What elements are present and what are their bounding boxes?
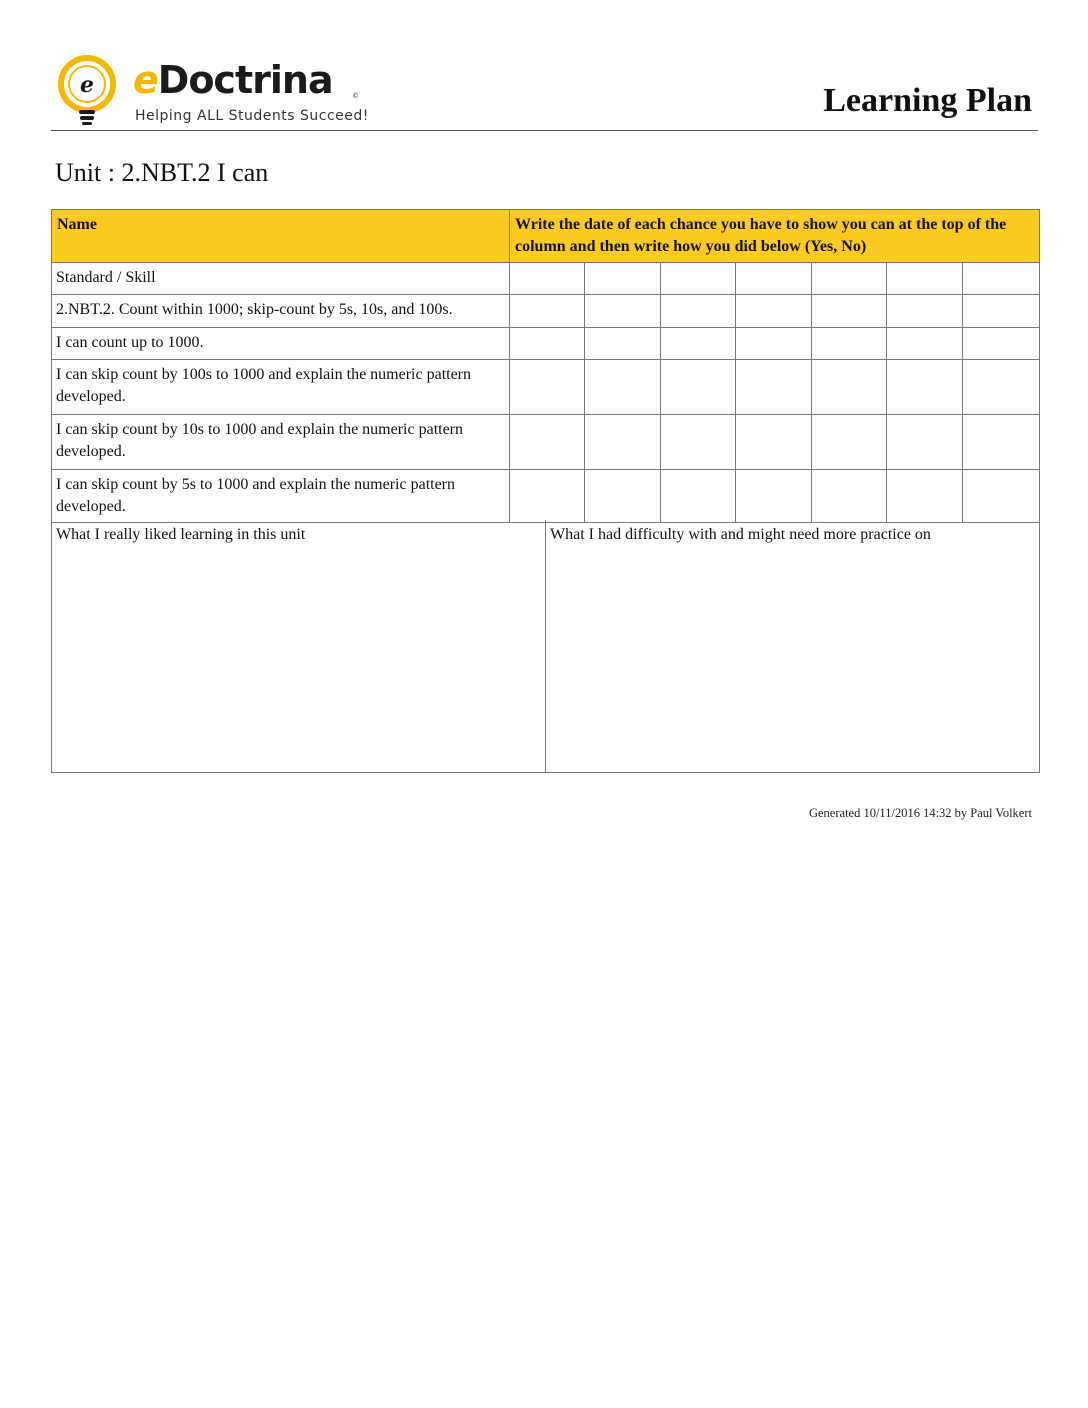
date-cell xyxy=(661,263,736,295)
result-cell xyxy=(585,295,661,328)
edoctrina-logo xyxy=(55,54,375,126)
result-cell xyxy=(963,295,1040,328)
result-cell xyxy=(736,470,812,523)
generated-footer: Generated 10/11/2016 14:32 by Paul Volkert xyxy=(808,806,1032,820)
date-cell xyxy=(812,263,887,295)
date-cell xyxy=(585,263,661,295)
result-cell xyxy=(887,470,963,523)
skill-cell: I can count up to 1000. xyxy=(52,328,510,360)
result-cell xyxy=(585,470,661,523)
header-name-cell: Name xyxy=(52,210,510,263)
result-cell xyxy=(887,415,963,470)
result-cell xyxy=(661,360,736,415)
result-cell xyxy=(661,415,736,470)
result-cell xyxy=(736,328,812,360)
result-cell xyxy=(510,295,585,328)
svg-text:e: e xyxy=(80,72,94,98)
result-cell xyxy=(963,328,1040,360)
brand-name xyxy=(133,58,333,102)
result-cell xyxy=(812,328,887,360)
skill-cell: I can skip count by 100s to 1000 and explain the numeric pattern developed. xyxy=(52,360,510,415)
result-cell xyxy=(963,470,1040,523)
unit-title: Unit : 2.NBT.2 I can xyxy=(55,158,269,187)
result-cell xyxy=(510,470,585,523)
date-cell xyxy=(887,263,963,295)
skill-cell: 2.NBT.2. Count within 1000; skip-count by 5s, 10s, and 100s. xyxy=(52,295,510,328)
result-cell xyxy=(661,295,736,328)
document-title: Learning Plan xyxy=(823,82,1032,119)
result-cell xyxy=(887,295,963,328)
table-row xyxy=(52,470,1040,523)
result-cell xyxy=(510,328,585,360)
result-cell xyxy=(963,360,1040,415)
date-cell xyxy=(963,263,1040,295)
result-cell xyxy=(887,328,963,360)
lightbulb-icon xyxy=(55,54,125,126)
brand-prefix: e xyxy=(133,58,158,102)
skill-cell: I can skip count by 10s to 1000 and explain the numeric pattern developed. xyxy=(52,415,510,470)
table-row xyxy=(52,360,1040,415)
header-instructions-cell: Write the date of each chance you have to show you can at the top of the column and then write how you did below (Yes, No) xyxy=(510,210,1040,263)
result-cell xyxy=(661,328,736,360)
date-cell xyxy=(736,263,812,295)
result-cell xyxy=(510,360,585,415)
trademark-mark: © xyxy=(352,92,359,100)
table-row xyxy=(52,415,1040,470)
table-header-row xyxy=(52,210,1040,263)
result-cell xyxy=(812,470,887,523)
date-cell xyxy=(510,263,585,295)
result-cell xyxy=(812,415,887,470)
result-cell xyxy=(585,360,661,415)
table-row xyxy=(52,295,1040,328)
brand-rest: Doctrina xyxy=(157,58,333,102)
result-cell xyxy=(963,415,1040,470)
result-cell xyxy=(812,295,887,328)
table-row xyxy=(52,328,1040,360)
result-cell xyxy=(510,415,585,470)
result-cell xyxy=(812,360,887,415)
reflection-section xyxy=(51,520,1040,773)
skill-cell: I can skip count by 5s to 1000 and explain the numeric pattern developed. xyxy=(52,470,510,523)
result-cell xyxy=(585,328,661,360)
liked-learning-box xyxy=(52,520,546,772)
page-header xyxy=(51,52,1038,131)
difficulty-box xyxy=(546,520,1039,772)
table-row xyxy=(52,263,1040,295)
result-cell xyxy=(585,415,661,470)
brand-tagline: Helping ALL Students Succeed! xyxy=(135,108,369,124)
learning-plan-table xyxy=(51,209,1040,523)
result-cell xyxy=(661,470,736,523)
skill-cell: Standard / Skill xyxy=(52,263,510,295)
result-cell xyxy=(736,415,812,470)
liked-learning-label: What I really liked learning in this unit xyxy=(56,526,306,543)
result-cell xyxy=(736,295,812,328)
result-cell xyxy=(736,360,812,415)
result-cell xyxy=(887,360,963,415)
difficulty-label: What I had difficulty with and might need more practice on xyxy=(550,526,931,543)
